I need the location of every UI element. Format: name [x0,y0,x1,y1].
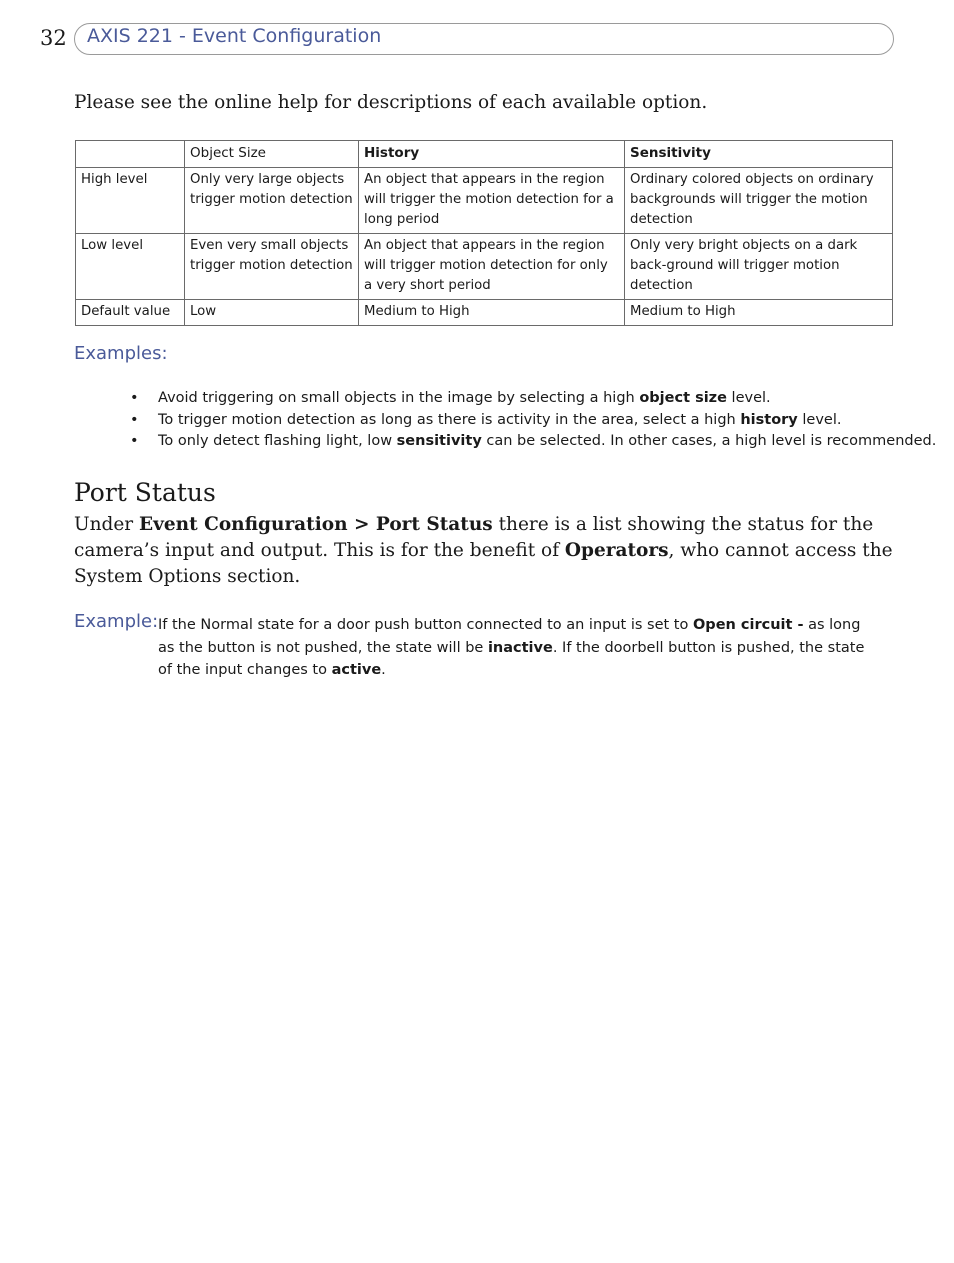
list-item-bold: object size [639,390,727,406]
body-bold: Operators [564,540,669,561]
examples-heading: Examples: [74,343,168,364]
table-header-cell: Sensitivity [625,141,893,168]
table-cell: High level [76,168,185,234]
table-cell: Medium to High [625,300,893,326]
header-bar [74,23,894,55]
options-table [75,140,893,326]
list-item-text: To trigger motion detection as long as there is activity in the area, select a high [158,411,741,428]
example-bold: inactive [487,639,553,656]
table-cell: An object that appears in the region will trigger motion detection for only a very short period [359,234,625,300]
example-text: as long as the button is not pushed, the state will be [158,617,861,656]
example-bold: active [331,662,382,678]
table-row [76,234,893,300]
list-item-text: level. [797,411,842,428]
list-item [130,410,936,432]
table-row [76,300,893,326]
table-cell: Only very large objects trigger motion detection [185,168,359,234]
table-cell: Ordinary colored objects on ordinary backgrounds will trigger the motion detection [625,168,893,234]
example-bold: Open circuit - [692,617,804,633]
header-title: AXIS 221 - Event Configuration [87,25,382,47]
example-text: If the Normal state for a door push button connected to an input is set to [158,617,693,633]
table-header-row [76,141,893,168]
table-cell: Even very small objects trigger motion detection [185,234,359,300]
example-text: . If the doorbell button is pushed, the state of the input changes to [158,639,865,678]
list-item-text: can be selected. In other cases, a high level is recommended. [481,433,937,449]
list-item-bold: history [740,411,798,428]
list-item-text: To only detect flashing light, low [158,433,397,449]
page-number: 32 [40,26,67,50]
table-row [76,168,893,234]
example-text: . [381,662,386,678]
table-cell: Low [185,300,359,326]
list-item [130,431,936,453]
table-cell: An object that appears in the region will trigger the motion detection for a long period [359,168,625,234]
body-text: Under [74,514,140,535]
body-text: there is a list showing the status for the camera’s input and output. This is for the benefit of [74,514,874,561]
example-body [158,614,878,682]
table-cell: Medium to High [359,300,625,326]
table-cell: Low level [76,234,185,300]
section-heading: Port Status [74,478,216,507]
table-cell: Default value [76,300,185,326]
body-bold: Event Configuration > Port Status [139,514,493,535]
list-item-bold: sensitivity [396,433,482,449]
example-label: Example: [74,611,159,632]
examples-list [130,388,936,453]
table-cell: Only very bright objects on a dark back-ground will trigger motion detection [625,234,893,300]
list-item-text: level. [726,390,771,406]
list-item [130,388,936,410]
table-header-cell: Object Size [185,141,359,168]
body-text: , who cannot access the System Options section. [74,540,893,587]
section-body [74,512,904,590]
table-header-cell: History [359,141,625,168]
list-item-text: Avoid triggering on small objects in the image by selecting a high [158,390,640,406]
intro-text: Please see the online help for descriptions of each available option. [74,92,708,113]
table-header-cell [76,141,185,168]
